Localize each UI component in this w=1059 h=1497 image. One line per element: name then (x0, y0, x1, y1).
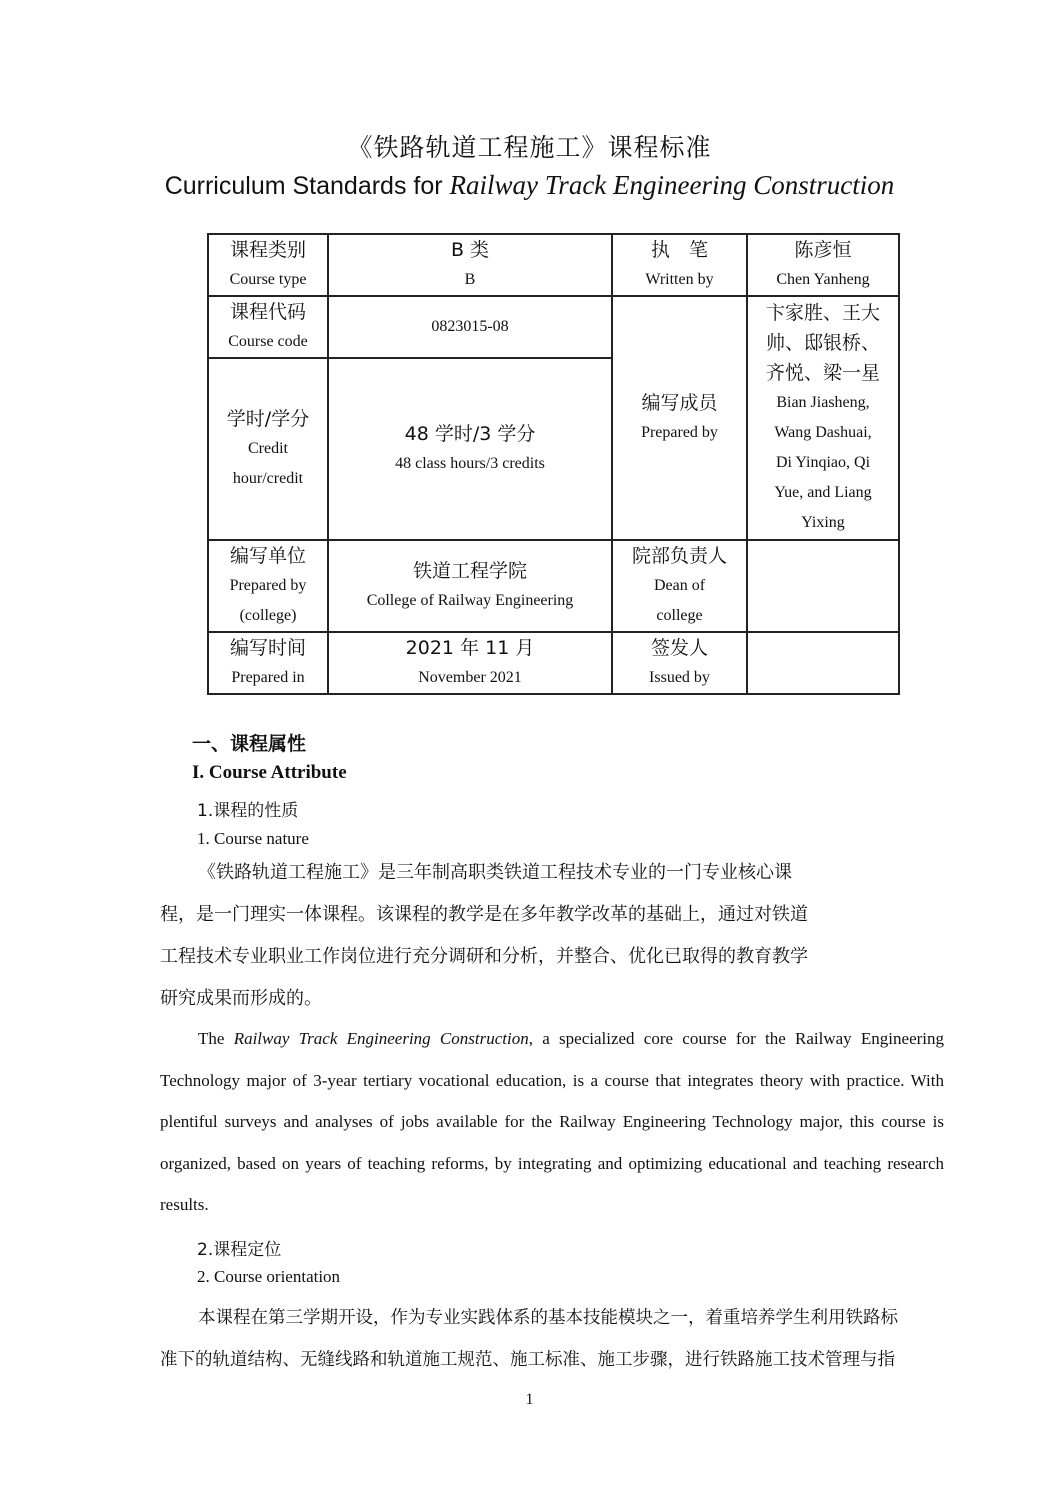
section-heading-zh: 一、课程属性 (192, 733, 307, 755)
issued-by-value (747, 632, 899, 694)
prepared-time-value: 2021 年 11 月 November 2021 (328, 632, 612, 694)
table-row (208, 632, 899, 694)
course-info-table (207, 233, 900, 695)
paragraph-line: 程，是一门理实一体课程。该课程的教学是在多年教学改革的基础上，通过对铁道 (160, 904, 808, 925)
table-row (208, 234, 899, 296)
page-number: 1 (525, 1391, 534, 1408)
subheading-nature-en: 1. Course nature (197, 829, 309, 848)
section-heading-en: I. Course Attribute (192, 762, 347, 783)
paragraph-nature-zh (160, 852, 920, 1020)
prepared-time-label: 编写时间 Prepared in (208, 632, 328, 694)
subheading-nature-zh: 1.课程的性质 (197, 801, 299, 821)
written-by-label: 执 笔 Written by (612, 234, 747, 296)
document-title-en (0, 170, 1059, 201)
title-en-prefix: Curriculum Standards for (164, 172, 443, 200)
college-label: 编写单位 Prepared by (college) (208, 540, 328, 632)
prepared-by-label: 编写成员 Prepared by (612, 296, 747, 540)
paragraph-line: 准下的轨道结构、无缝线路和轨道施工规范、施工标准、施工步骤，进行铁路施工技术管理与指 (160, 1350, 895, 1370)
college-value: 铁道工程学院 College of Railway Engineering (328, 540, 612, 632)
table-row (208, 540, 899, 632)
title-en-course-name: Railway Track Engineering Construction (449, 170, 895, 200)
paragraph-orientation-zh (160, 1297, 950, 1381)
dean-value (747, 540, 899, 632)
paragraph-line: 研究成果而形成的。 (160, 988, 322, 1009)
paragraph-line: 本课程在第三学期开设，作为专业实践体系的基本技能模块之一，着重培养学生利用铁路标 (198, 1308, 898, 1328)
course-type-value: B 类 B (328, 234, 612, 296)
subheading-orientation-zh: 2.课程定位 (197, 1240, 282, 1260)
subheading-orientation-en: 2. Course orientation (197, 1267, 341, 1286)
prepared-by-members: 卞家胜、王大 帅、邸银桥、 齐悦、梁一星 Bian Jiasheng, Wang Dashuai, Di Yinqiao, Qi Yue, and Liang Yixing (747, 296, 899, 540)
course-code-label: 课程代码 Course code (208, 296, 328, 358)
issued-by-label: 签发人 Issued by (612, 632, 747, 694)
course-name-italic: Railway Track Engineering Construction (233, 1029, 529, 1048)
paragraph-line: 工程技术专业职业工作岗位进行充分调研和分析，并整合、优化已取得的教育教学 (160, 946, 808, 967)
table-row (208, 296, 899, 358)
paragraph-line: 《铁路轨道工程施工》是三年制高职类铁道工程技术专业的一门专业核心课 (198, 862, 792, 883)
credit-value: 48 学时/3 学分 48 class hours/3 credits (328, 358, 612, 540)
paragraph-nature-en: The Railway Track Engineering Construction, a specialized core course for the Railway Engineering Technology major of 3-year tertiary vocational education, is a course that integrates theory with practice. With plentiful surveys and analyses of jobs available for the Railway Engineering Technology major, this course is organized, based on years of teaching reforms, by integrating and optimizing educational and teaching research results. (160, 1029, 945, 1214)
document-title-zh: 《铁路轨道工程施工》课程标准 (347, 133, 712, 162)
course-code-value: 0823015-08 (328, 296, 612, 358)
written-by-value: 陈彦恒 Chen Yanheng (747, 234, 899, 296)
dean-label: 院部负责人 Dean of college (612, 540, 747, 632)
credit-label: 学时/学分 Credit hour/credit (208, 358, 328, 540)
course-type-label: 课程类别 Course type (208, 234, 328, 296)
